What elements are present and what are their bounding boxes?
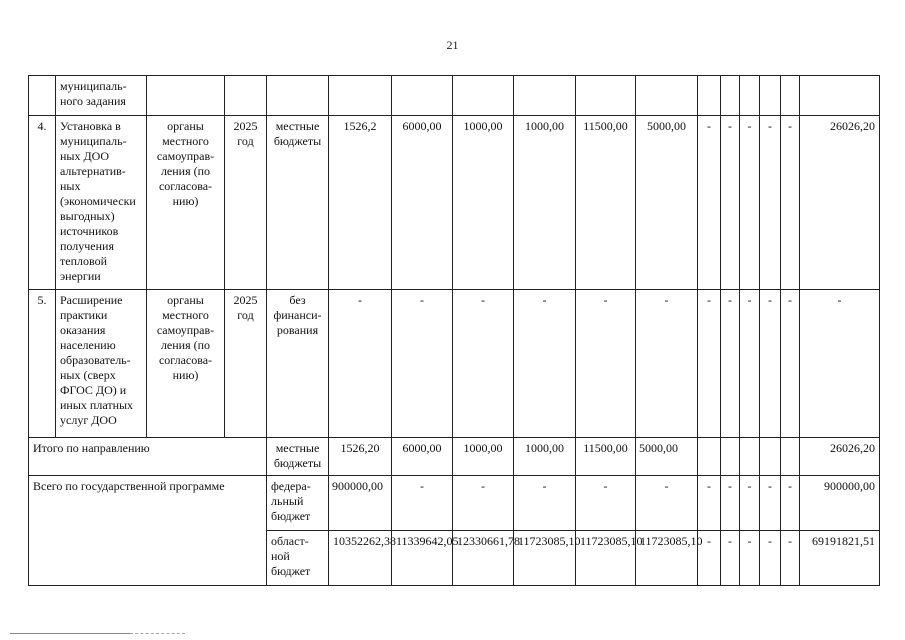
cell-value: - bbox=[514, 476, 576, 531]
cell-executor: органы местного самоуправ-ления (по согласова-нию) bbox=[147, 290, 225, 438]
cell-value: - bbox=[740, 476, 760, 531]
table-row-item-5 bbox=[29, 290, 880, 438]
cell-index: 5. bbox=[29, 290, 56, 438]
cell-program-total-label: Всего по государственной программе bbox=[29, 476, 267, 586]
cell-empty bbox=[800, 76, 880, 116]
cell-value: - bbox=[760, 290, 781, 438]
cell-value: - bbox=[576, 476, 636, 531]
cell-total: 26026,20 bbox=[800, 438, 880, 476]
cell-value: - bbox=[721, 476, 740, 531]
cell-empty bbox=[721, 76, 740, 116]
cell-value: 1526,20 bbox=[329, 438, 392, 476]
cell-value: 6000,00 bbox=[392, 116, 453, 290]
cell-total: 69191821,51 bbox=[800, 531, 880, 586]
cell-year: 2025 год bbox=[225, 116, 267, 290]
cell-value: - bbox=[760, 116, 781, 290]
cell-value bbox=[760, 438, 781, 476]
cell-empty bbox=[329, 76, 392, 116]
table-row-item-4 bbox=[29, 116, 880, 290]
cell-value: 5000,00 bbox=[636, 438, 698, 476]
cell-value: 1000,00 bbox=[453, 438, 514, 476]
cell-value: 11723085,10 bbox=[636, 531, 698, 586]
cell-value: - bbox=[740, 531, 760, 586]
cell-value: - bbox=[781, 116, 800, 290]
cell-value: - bbox=[453, 476, 514, 531]
cell-value: 6000,00 bbox=[392, 438, 453, 476]
cell-empty bbox=[514, 76, 576, 116]
cell-empty bbox=[392, 76, 453, 116]
cell-empty bbox=[781, 76, 800, 116]
cell-value: 900000,00 bbox=[329, 476, 392, 531]
cell-value: - bbox=[636, 290, 698, 438]
cell-total: 26026,20 bbox=[800, 116, 880, 290]
cell-value: - bbox=[781, 476, 800, 531]
cell-value: - bbox=[698, 116, 721, 290]
cell-measure-name: муниципаль- ного задания bbox=[56, 76, 147, 116]
cell-value: - bbox=[781, 290, 800, 438]
cell-empty bbox=[636, 76, 698, 116]
cell-value: - bbox=[329, 290, 392, 438]
table-row-direction-total bbox=[29, 438, 880, 476]
cell-value: - bbox=[721, 116, 740, 290]
program-funding-table bbox=[28, 75, 880, 586]
cell-value: - bbox=[576, 290, 636, 438]
cell-value: - bbox=[740, 290, 760, 438]
cell-value: - bbox=[698, 290, 721, 438]
cell-measure-name: Расширение практики оказания населению образователь-ных (сверх ФГОС ДО) и иных платных услуг ДОО bbox=[56, 290, 147, 438]
cell-value: 1526,2 bbox=[329, 116, 392, 290]
cell-year: 2025 год bbox=[225, 290, 267, 438]
cell-value: - bbox=[698, 476, 721, 531]
cell-total: 900000,00 bbox=[800, 476, 880, 531]
cell-value: - bbox=[760, 476, 781, 531]
cell-value: 12330661,78 bbox=[453, 531, 514, 586]
cell-funding-source: област-ной бюджет bbox=[267, 531, 329, 586]
cell-value: 11723085,10 bbox=[576, 531, 636, 586]
table-row-program-total-federal bbox=[29, 476, 880, 531]
cell-executor: органы местного самоуправ-ления (по согласова-нию) bbox=[147, 116, 225, 290]
cell-value bbox=[698, 438, 721, 476]
scan-artifact-line bbox=[10, 633, 130, 634]
cell-value: - bbox=[721, 290, 740, 438]
cell-value: 1000,00 bbox=[453, 116, 514, 290]
cell-empty bbox=[698, 76, 721, 116]
scan-artifact-dotted-line bbox=[130, 633, 185, 634]
cell-value: 1000,00 bbox=[514, 438, 576, 476]
cell-funding-source: местные бюджеты bbox=[267, 438, 329, 476]
cell-value: - bbox=[698, 531, 721, 586]
cell-value: - bbox=[740, 116, 760, 290]
page-number: 21 bbox=[446, 38, 459, 52]
cell-value: - bbox=[721, 531, 740, 586]
cell-empty bbox=[740, 76, 760, 116]
cell-value: 11500,00 bbox=[576, 438, 636, 476]
cell-value: - bbox=[392, 476, 453, 531]
cell-value: 10352262,38 bbox=[329, 531, 392, 586]
cell-funding-source: федера-льный бюджет bbox=[267, 476, 329, 531]
cell-value bbox=[740, 438, 760, 476]
cell-value: 11723085,10 bbox=[514, 531, 576, 586]
cell-total-label: Итого по направлению bbox=[29, 438, 267, 476]
cell-value: 5000,00 bbox=[636, 116, 698, 290]
cell-empty bbox=[760, 76, 781, 116]
cell-value: - bbox=[636, 476, 698, 531]
cell-empty bbox=[453, 76, 514, 116]
cell-measure-name: Установка в муниципаль-ных ДОО альтернатив-ных (экономически выгодных) источников получения тепловой энергии bbox=[56, 116, 147, 290]
cell-value: 11339642,05 bbox=[392, 531, 453, 586]
cell-value bbox=[721, 438, 740, 476]
cell-index: 4. bbox=[29, 116, 56, 290]
cell-value: - bbox=[781, 531, 800, 586]
cell-value: - bbox=[760, 531, 781, 586]
cell-value: 1000,00 bbox=[514, 116, 576, 290]
cell-total: - bbox=[800, 290, 880, 438]
table-row-continuation bbox=[29, 76, 880, 116]
cell-value: - bbox=[392, 290, 453, 438]
cell-funding-source: местные бюджеты bbox=[267, 116, 329, 290]
cell-index bbox=[29, 76, 56, 116]
cell-value: 11500,00 bbox=[576, 116, 636, 290]
cell-value: - bbox=[453, 290, 514, 438]
cell-empty bbox=[225, 76, 267, 116]
cell-empty bbox=[576, 76, 636, 116]
cell-empty bbox=[147, 76, 225, 116]
cell-value: - bbox=[514, 290, 576, 438]
cell-empty bbox=[267, 76, 329, 116]
cell-value bbox=[781, 438, 800, 476]
cell-funding-source: без финанси-рования bbox=[267, 290, 329, 438]
